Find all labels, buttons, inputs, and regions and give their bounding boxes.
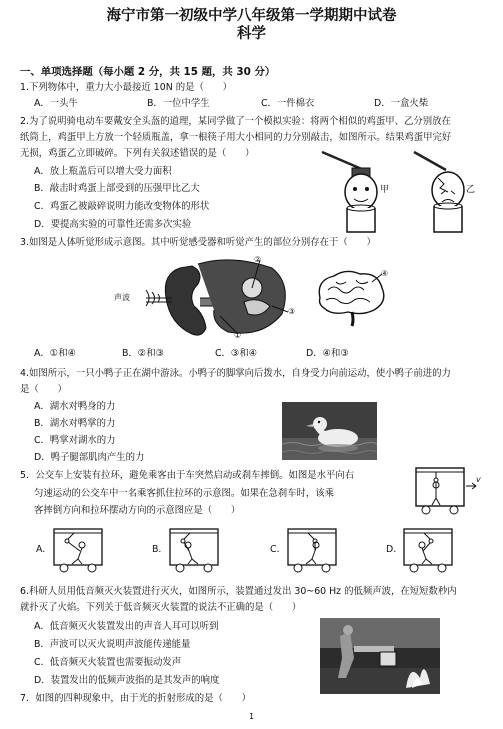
q2-stem-line1: 2.为了说明骑电动车要戴安全头盔的道理，某同学做了一个模拟实验：将两个相似的鸡蛋甲、乙分别放在 — [20, 116, 451, 127]
q5-option-d-figure — [402, 527, 458, 573]
ear-callout-1: ① — [234, 331, 242, 340]
q3-option-c: C．③和④ — [215, 348, 258, 359]
q2-option-c: C．鸡蛋乙被敲碎说明力能改变物体的形状 — [34, 201, 210, 212]
q4-stem-line1: 4.如图所示，一只小鸭子正在湖中游泳。小鸭子的脚掌向后拨水，自身受力向前运动，使小鸭子前进的力 — [20, 368, 451, 379]
label-jia: 甲 — [380, 185, 390, 195]
q5-option-a-figure — [52, 527, 108, 573]
q4-option-b: B．湖水对鸭掌的力 — [34, 418, 116, 429]
sound-extinguisher-photo — [320, 618, 440, 694]
q3-stem: 3.如图是人体听觉形成示意图。其中听觉感受器和听觉产生的部位分别存在于（ ） — [20, 237, 376, 248]
page-number: 1 — [248, 712, 255, 721]
q3-option-d: D．④和③ — [306, 348, 349, 359]
label-yi: 乙 — [466, 185, 476, 195]
brain-diagram — [312, 268, 390, 328]
q5-stem-line1: 5．公交车上安装有拉环，避免乘客由于车突然启动或刹车摔倒。如图是水平向右 — [20, 470, 355, 481]
q1-option-b: B．一位中学生 — [147, 98, 210, 109]
velocity-label: v — [476, 475, 481, 484]
ear-callout-3: ③ — [288, 307, 296, 316]
q5-option-b-label: B. — [152, 544, 162, 555]
label-shengbo: 声波 — [114, 293, 130, 302]
q2-option-b: B．敲击时鸡蛋上部受到的压强甲比乙大 — [34, 183, 200, 194]
q2-stem-line3: 无损，鸡蛋乙立即破碎。下列有关叙述错误的是（ ） — [20, 148, 255, 159]
q6-option-c: C．低音频灭火装置也需要振动发声 — [34, 657, 182, 668]
q5-stem-line3: 客摔倒方向和拉环摆动方向的示意图应是（ ） — [34, 505, 241, 516]
q2-option-a: A．放上瓶盖后可以增大受力面积 — [34, 166, 172, 177]
q2-option-d: D．要提高实验的可靠性还需多次实验 — [34, 219, 192, 230]
q4-option-a: A．湖水对鸭身的力 — [34, 401, 116, 412]
q4-option-c: C．鸭掌对湖水的力 — [34, 435, 116, 446]
q2-stem-line2: 纸筒上，鸡蛋甲上方放一个轻质瓶盖，拿一根筷子用大小相同的力分别敲击，如图所示。结果鸡蛋甲完好 — [20, 132, 452, 143]
q5-option-a-label: A. — [36, 544, 46, 555]
q3-option-b: B．②和③ — [122, 348, 164, 359]
q5-stem-line2: 匀速运动的公交车中一名乘客抓住拉环的示意图。如果在急刹车时，该乘 — [34, 488, 335, 499]
exam-subject: 科学 — [237, 26, 266, 42]
q4-option-d: D．鸭子腿部肌肉产生的力 — [34, 452, 145, 463]
q6-stem-line1: 6.科研人员用低音频灭火装置进行灭火，如图所示，装置通过发出 30~60 Hz 的低频声波，在短短数秒内 — [20, 586, 457, 597]
q5-option-c-figure — [286, 527, 342, 573]
q6-option-a: A．低音频灭火装置发出的声音人耳可以听到 — [34, 621, 219, 632]
brain-callout-4: ④ — [381, 269, 389, 278]
q4-stem-line2: 是（ ） — [20, 384, 67, 395]
duck-photo — [282, 402, 377, 460]
q6-stem-line2: 就扑灭了火焰。下列关于低音频灭火装置的说法不正确的是（ ） — [20, 602, 302, 613]
section-heading: 一、单项选择题（每小题 2 分，共 15 题，共 30 分） — [20, 66, 276, 78]
q7-stem: 7．如图的四种现象中，由于光的折射形成的是（ ） — [20, 693, 251, 704]
q6-option-b: B．声波可以灭火说明声波能传递能量 — [34, 639, 191, 650]
q6-option-d: D．装置发出的低频声波指的是其发声的响度 — [34, 675, 220, 686]
q1-option-c: C．一件棉衣 — [261, 98, 315, 109]
q3-option-a: A．①和④ — [34, 348, 76, 359]
q1-option-a: A．一头牛 — [34, 98, 78, 109]
exam-title: 海宁市第一初级中学八年级第一学期期中试卷 — [106, 8, 397, 24]
ear-callout-2: ② — [254, 255, 262, 264]
q5-option-b-figure — [168, 527, 224, 573]
q1-stem: 1.下列物体中，重力大小最接近 10N 的是（ ） — [20, 82, 232, 93]
q1-option-d: D．一盒火柴 — [374, 98, 429, 109]
q5-option-d-label: D. — [386, 544, 397, 555]
bus-diagram — [414, 466, 478, 518]
ear-diagram — [132, 254, 304, 344]
q5-option-c-label: C. — [270, 544, 280, 555]
